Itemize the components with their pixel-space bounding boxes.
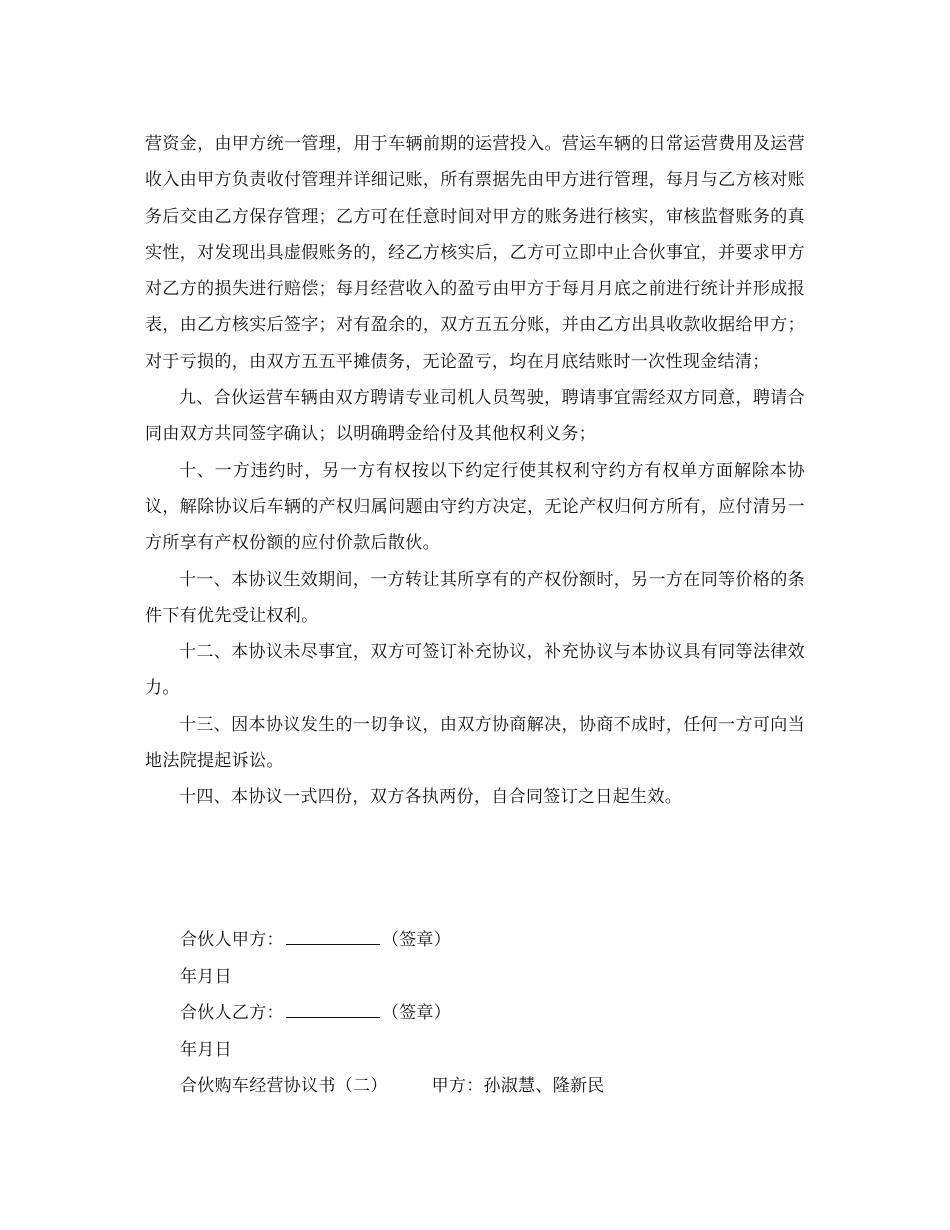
clause-13: 十三、因本协议发生的一切争议，由双方协商解决，协商不成时，任何一方可向当地法院提起诉讼。 [145, 714, 805, 772]
party-b-seal-label: （签章） [381, 1003, 452, 1023]
next-agreement-party-a: 甲方：孙淑慧、隆新民 [431, 1076, 605, 1096]
clause-14: 十四、本协议一式四份，双方各执两份，自合同签订之日起生效。 [179, 787, 683, 808]
clause-10: 十、一方违约时，另一方有权按以下约定行使其权利守约方有权单方面解除本协议，解除协议后车辆的产权归属问题由守约方决定，无论产权归何方所有，应付清另一方所享有产权份额的应付价款后散伙。 [145, 460, 805, 554]
party-a-label: 合伙人甲方： [180, 930, 284, 950]
party-a-signature-line [180, 922, 780, 959]
party-b-signature-blank [286, 1003, 380, 1018]
party-b-signature-line [180, 995, 780, 1032]
next-agreement-title: 合伙购车经营协议书（二） [180, 1076, 388, 1096]
party-b-label: 合伙人乙方： [180, 1003, 284, 1023]
clause-11: 十一、本协议生效期间，一方转让其所享有的产权份额时，另一方在同等价格的条件下有优先受让权利。 [145, 569, 805, 626]
clause-9: 九、合伙运营车辆由双方聘请专业司机人员驾驶，聘请事宜需经双方同意，聘请合同由双方共同签字确认；以明确聘金给付及其他权利义务； [145, 388, 805, 445]
signature-block [180, 922, 780, 1105]
party-a-signature-blank [286, 930, 380, 945]
clause-12: 十二、本协议未尽事宜，双方可签订补充协议，补充协议与本协议具有同等法律效力。 [145, 642, 805, 699]
party-a-seal-label: （签章） [381, 930, 452, 950]
party-a-date: 年月日 [180, 966, 232, 987]
agreement-body [145, 126, 805, 816]
paragraph-operating-funds: 营资金，由甲方统一管理，用于车辆前期的运营投入。营运车辆的日常运营费用及运营收入由甲方负责收付管理并详细记账，所有票据先由甲方进行管理，每月与乙方核对账务后交由乙方保存管理；乙方可在任意时间对甲方的账务进行核实，审核监督账务的真实性，对发现出具虚假账务的，经乙方核实后，乙方可立即中止合伙事宜，并要求甲方对乙方的损失进行赔偿；每月经营收入的盈亏由甲方于每月月底之前进行统计并形成报表，由乙方核实后签字；对有盈余的，双方五五分账，并由乙方出具收款收据给甲方；对于亏损的，由双方五五平摊债务，无论盈亏，均在月底结账时一次性现金结清； [145, 134, 805, 372]
party-b-date: 年月日 [180, 1039, 232, 1060]
next-agreement-line [180, 1068, 780, 1105]
